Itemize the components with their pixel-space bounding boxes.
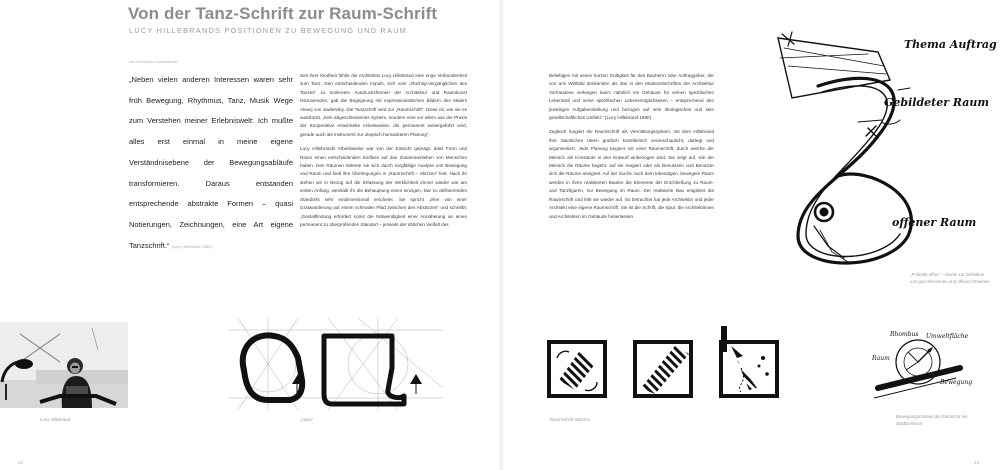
sketch-caption: „Polarität offen“ – Studie zur Definition von geschlossenen und offenen Räumen xyxy=(910,272,990,284)
page-number-left: 22 xyxy=(18,460,24,465)
study-word: Rhombus xyxy=(890,331,919,338)
study-word: Bewegung xyxy=(940,379,973,386)
portrait-photo xyxy=(0,322,128,408)
pull-quote xyxy=(129,70,293,257)
pull-quote-text: „Neben vielen anderen Interessen waren sehr früh Bewegung, Rhythmus, Tanz, Musik Wege zum Verstehen meiner Erlebniswelt: Ich mußte alles erst einmal in meine eigene Verständnisebene der Bewegungsabläufe transformieren. Daraus entstanden entsprechende abstrakte Formen – quasi Notierungen, Zeichnungen, eine Art eigene Tanzschrift.“ xyxy=(129,75,293,250)
sketch-label: Thema Auftrag xyxy=(904,38,997,51)
body-paragraph: Zugleich fungiert die Raumschrift als Vermittlungssystem, mit dem Hillebrand ihre räumlichen Ideen grafisch künstlerisch veranschaulicht, darlegt und argumentiert. Jede Planung beginnt mit einer Raumschrift, durch welche der Mensch als Konstante in den Entwurf einbezogen wird. Sie zeigt auf, wie der Mensch die Räume begeht, auf sie reagiert oder als Benutzerin und Benutzer sich die Räume aneignet. Auf der Suche nach dem lebendigen, bewegten Raum werden in ihren realisierten Bauten die Elemente der Erschließung zu Raum- und Tanzfiguren, zur Bewegung im Raum. Der realisierte Bau entgleitet die Raumschrift und lebt sie wieder auf. So betrachtet hat jede Architektin und jeder Architekt eine eigene Raumschrift. Sie ist die Schrift, die Spur, die Architektinnen und Architekten im Gebäude hinterlassen. xyxy=(549,129,714,219)
raum-box-2 xyxy=(635,342,691,396)
raum-box-3 xyxy=(721,326,777,396)
rotation-study xyxy=(870,328,973,408)
haus-caption: „Haus“ xyxy=(300,417,314,422)
study-word: Umweltfläche xyxy=(926,333,969,340)
raum-box-1 xyxy=(549,342,605,396)
raumschrift-caption: Raumschrift-Skizzen xyxy=(550,417,591,422)
pull-quote-source: (Lucy Hillebrand 1986) xyxy=(171,243,212,249)
body-column-2 xyxy=(549,72,714,227)
page-gutter xyxy=(498,0,504,470)
body-paragraph: Beliebigen mit seiner kurzen Gültigkeit für den Bauherrn oder Auftraggeber, der von ans Weltbild denkenden als das in den Modezeitschriften der Architektur Vorhandene verlangen kann: nämlich ein Gehäuse für seinen spezifischen Lebensstil und seine spezifischen Lebensmöglichkeiten – entsprechend den jeweiligen Aufgabenstellung und bezogen auf sein ökologisches und sein gesellschaftliches Umfeld.“ (Lucy Hillebrand 1990) xyxy=(549,73,714,121)
article-author: von Edeltraud Haselwander xyxy=(129,59,179,64)
sketch-label: offener Raum xyxy=(892,216,977,229)
sketch-label: Gebildeter Raum xyxy=(884,96,989,109)
article-subtitle: LUCY HILLEBRANDS POSITIONEN ZU BEWEGUNG UND RAUM xyxy=(129,26,407,35)
body-column-1 xyxy=(300,72,467,235)
article-title: Von der Tanz-Schrift zur Raum-Schrift xyxy=(128,4,438,23)
portrait-caption: Lucy Hillebrand xyxy=(40,417,71,422)
page-number-right: 23 xyxy=(974,460,980,465)
haus-drawing xyxy=(228,318,443,410)
raumschrift-sketches xyxy=(545,322,783,402)
body-paragraph: Seit ihrer Kindheit fühlte die Architektin Lucy Hillebrand eine enge Verbundenheit zum Tanz. Den entscheidenden Impuls, sich vom „Flüchtig-Vergänglichen des Tanzes“ zu konkreten Ausdrucksformen der Architektur und Raumkunst hinzuwenden, gab die Begegnung mit expressionistischen Bildern des Malers Alexej von Jawlensky. Die Tanzschrift wird zur „Raumschrift“. Diese ist, wie sie es ausdrückt, „kein abgeschlossenes System, sondern eine vor allem aus der Praxis der Kooperative entwickelte Arbeitsweise, die permanent weitergeführt wird, gerade auch als Instrument zur utopisch-humanitären Planung“. xyxy=(300,73,467,137)
body-paragraph: Lucy Hillebrands Arbeitsweise war von der Einsicht geprägt, dass Form und Raum einen entscheidenden Einfluss auf das Zusammenleben von Menschen haben. Den Räumen näherte sie sich durch sorgfältige Analyse von Bewegung und Raum und hielt ihre Überlegungen in „Raumschrift – Skizzen“ fest. Nach ihr stehen wir in Bezug auf die Erfassung der Wirklichkeit immer wieder wie am ersten Anfang, weshalb ihr die Behauptung eines einzigen, klar zu definierenden Standorts sehr eindimensional erscheint. Sie spricht „eher von einer Gratwanderung auf einem schmalen Pfad zwischen den Abstürzen“ und schreibt: „Gestaltfindung erfordert somit die Notwendigkeit einer Annäherung an einen permanent zu überprüfenden Standort – jenseits der üblichen Vielfalt des xyxy=(300,146,467,227)
study-caption: Bewegungsrotation als Studie für ein Stadtzentrum xyxy=(896,414,968,426)
study-word: Raum xyxy=(872,355,890,362)
